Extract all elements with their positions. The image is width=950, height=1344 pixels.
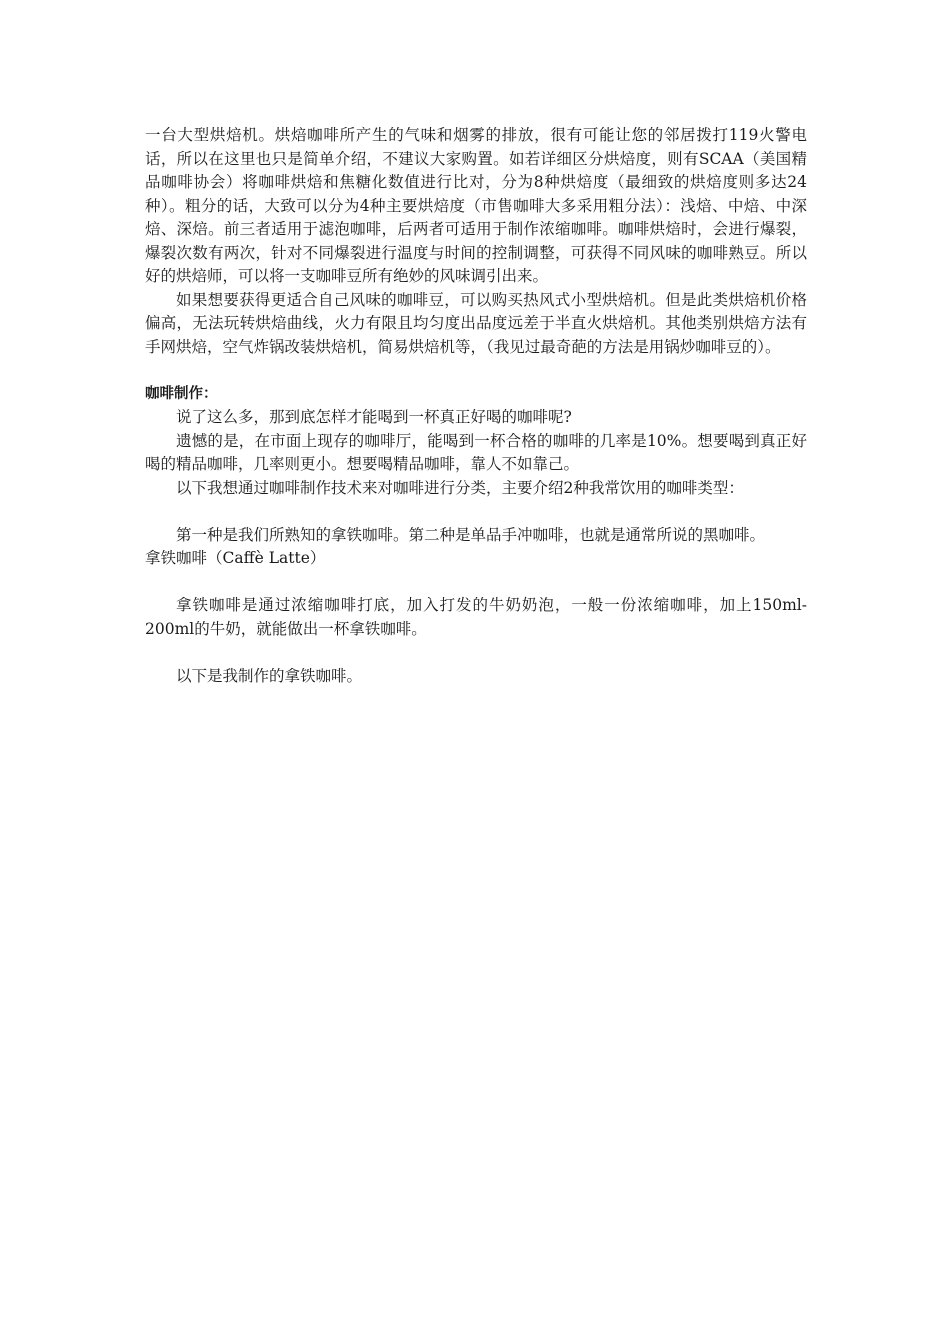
paragraph-roasting-degrees: 一台大型烘焙机。烘焙咖啡所产生的气味和烟雾的排放，很有可能让您的邻居拨打119火警电话，所以在这里也只是简单介绍，不建议大家购置。如若详细区分烘焙度，则有SCAA（美国精品咖啡协会）将咖啡烘焙和焦糖化数值进行比对，分为8种烘焙度（最细致的烘焙度则多达24种）。粗分的话，大致可以分为4种主要烘焙度（市售咖啡大多采用粗分法）：浅焙、中焙、中深焙、深焙。前三者适用于滤泡咖啡，后两者可适用于制作浓缩咖啡。咖啡烘焙时，会进行爆裂，爆裂次数有两次，针对不同爆裂进行温度与时间的控制调整，可获得不同风味的咖啡熟豆。所以好的烘焙师，可以将一支咖啡豆所有绝妙的风味调引出来。 — [145, 126, 807, 285]
blank-line — [145, 359, 807, 383]
paragraph-question: 说了这么多，那到底怎样才能喝到一杯真正好喝的咖啡呢? — [176, 408, 572, 426]
blank-line — [145, 500, 807, 524]
subheading-latte: 拿铁咖啡（Caffè Latte） — [145, 549, 326, 567]
blank-line — [145, 641, 807, 665]
section-heading: 咖啡制作： — [145, 385, 218, 402]
blank-line — [145, 571, 807, 595]
paragraph-home-roaster: 如果想要获得更适合自己风味的咖啡豆，可以购买热风式小型烘焙机。但是此类烘焙机价格偏高，无法玩转烘焙曲线，火力有限且均匀度出品度远差于半直火烘焙机。其他类别烘焙方法有手网烘焙，空气炸锅改装烘焙机，简易烘焙机等，（我见过最奇葩的方法是用锅炒咖啡豆的）。 — [145, 290, 807, 356]
paragraph-my-latte: 以下是我制作的拿铁咖啡。 — [176, 666, 363, 685]
paragraph-coffee-types: 第一种是我们所熟知的拿铁咖啡。第二种是单品手冲咖啡，也就是通常所说的黑咖啡。 — [176, 525, 766, 544]
paragraph-classification: 以下我想通过咖啡制作技术来对咖啡进行分类，主要介绍2种我常饮用的咖啡类型： — [176, 478, 744, 497]
document-body — [145, 124, 807, 688]
paragraph-latte-recipe: 拿铁咖啡是通过浓缩咖啡打底，加入打发的牛奶奶泡，一般一份浓缩咖啡，加上150ml-200ml的牛奶，就能做出一杯拿铁咖啡。 — [145, 596, 807, 638]
paragraph-cafe-odds: 遗憾的是，在市面上现存的咖啡厅，能喝到一杯合格的咖啡的几率是10%。想要喝到真正好喝的精品咖啡，几率则更小。想要喝精品咖啡，靠人不如靠己。 — [145, 431, 807, 473]
